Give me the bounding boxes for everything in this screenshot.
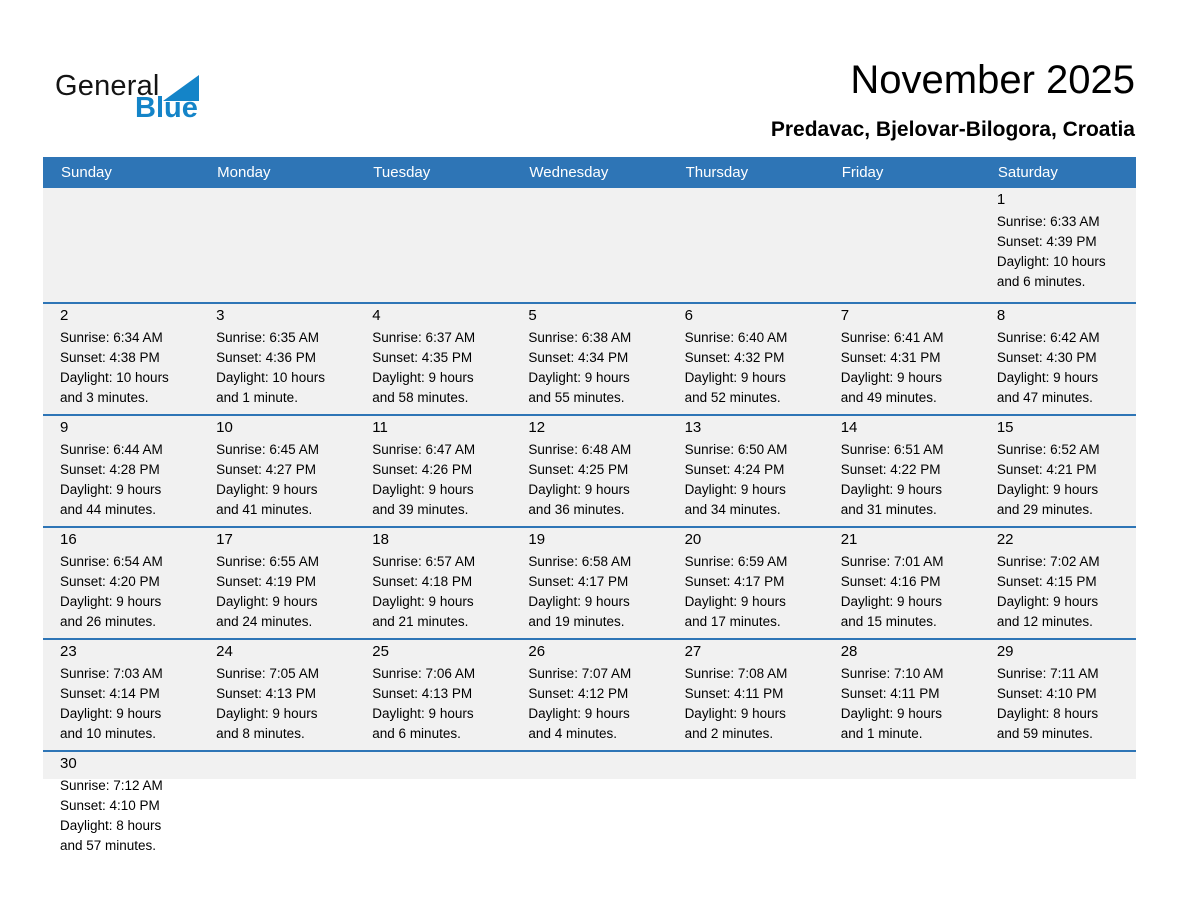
- page-header: [0, 0, 1188, 142]
- day-number: 25: [372, 643, 389, 660]
- daylight-text-line2: and 26 minutes.: [60, 614, 157, 629]
- sunset-text: Sunset: 4:19 PM: [216, 574, 316, 589]
- sunrise-text: Sunrise: 6:55 AM: [216, 554, 319, 569]
- sunset-text: Sunset: 4:14 PM: [60, 686, 160, 701]
- empty-day-cell: [980, 752, 1136, 872]
- day-number: 1: [996, 191, 1006, 208]
- day-number: 4: [372, 307, 381, 324]
- day-header-thursday: Thursday: [685, 164, 749, 181]
- day-number: 3: [216, 307, 225, 324]
- daylight-text-line2: and 12 minutes.: [996, 614, 1093, 629]
- sunrise-text: Sunrise: 6:59 AM: [684, 554, 788, 569]
- week-row-4: [43, 526, 1136, 638]
- day-cell-8: [980, 304, 1136, 414]
- day-number: 14: [840, 419, 858, 436]
- daylight-text-line1: Daylight: 9 hours: [840, 706, 943, 721]
- day-number: 15: [996, 419, 1014, 436]
- sunrise-text: Sunrise: 6:33 AM: [996, 214, 1100, 229]
- daylight-text-line2: and 31 minutes.: [840, 502, 937, 517]
- week-row-5: [43, 638, 1136, 750]
- daylight-text-line2: and 6 minutes.: [996, 274, 1086, 289]
- sunset-text: Sunset: 4:39 PM: [996, 234, 1097, 249]
- daylight-text-line1: Daylight: 9 hours: [528, 594, 630, 609]
- sunset-text: Sunset: 4:11 PM: [840, 686, 940, 701]
- sunrise-text: Sunrise: 7:06 AM: [372, 666, 476, 681]
- day-cell-23: [43, 640, 199, 750]
- daylight-text-line1: Daylight: 9 hours: [372, 482, 474, 497]
- day-number: 29: [996, 643, 1014, 660]
- day-of-week-header: [43, 157, 1136, 188]
- sunrise-text: Sunrise: 6:57 AM: [372, 554, 476, 569]
- day-number: 19: [528, 531, 546, 548]
- empty-day-cell: [355, 752, 511, 872]
- sunrise-text: Sunrise: 7:08 AM: [684, 666, 788, 681]
- empty-day-cell: [668, 752, 824, 872]
- daylight-text-line1: Daylight: 9 hours: [216, 594, 318, 609]
- daylight-text-line2: and 47 minutes.: [996, 390, 1093, 405]
- sunrise-text: Sunrise: 6:52 AM: [996, 442, 1100, 457]
- sunset-text: Sunset: 4:15 PM: [996, 574, 1097, 589]
- day-number: 30: [60, 755, 77, 772]
- day-cell-20: [668, 528, 824, 638]
- sunset-text: Sunset: 4:10 PM: [60, 798, 160, 813]
- day-cell-6: [668, 304, 824, 414]
- sunset-text: Sunset: 4:13 PM: [372, 686, 473, 701]
- sunrise-text: Sunrise: 6:38 AM: [528, 330, 632, 345]
- sunrise-text: Sunrise: 7:03 AM: [60, 666, 163, 681]
- empty-day-cell: [824, 188, 980, 302]
- daylight-text-line1: Daylight: 9 hours: [372, 706, 474, 721]
- empty-day-cell: [668, 188, 824, 302]
- sunset-text: Sunset: 4:31 PM: [840, 350, 941, 365]
- daylight-text-line2: and 41 minutes.: [216, 502, 313, 517]
- daylight-text-line1: Daylight: 9 hours: [684, 370, 786, 385]
- sunset-text: Sunset: 4:27 PM: [216, 462, 316, 477]
- day-cell-16: [43, 528, 199, 638]
- title-block: [771, 58, 1135, 142]
- daylight-text-line1: Daylight: 10 hours: [216, 370, 325, 385]
- daylight-text-line2: and 6 minutes.: [372, 726, 461, 741]
- day-number: 9: [60, 419, 69, 436]
- daylight-text-line2: and 3 minutes.: [60, 390, 149, 405]
- day-cell-25: [355, 640, 511, 750]
- sunset-text: Sunset: 4:18 PM: [372, 574, 473, 589]
- day-cell-12: [511, 416, 667, 526]
- calendar: [43, 157, 1136, 872]
- daylight-text-line2: and 24 minutes.: [216, 614, 313, 629]
- sunset-text: Sunset: 4:21 PM: [996, 462, 1097, 477]
- sunrise-text: Sunrise: 6:58 AM: [528, 554, 632, 569]
- daylight-text-line2: and 2 minutes.: [684, 726, 774, 741]
- sunset-text: Sunset: 4:12 PM: [528, 686, 629, 701]
- sunset-text: Sunset: 4:13 PM: [216, 686, 316, 701]
- daylight-text-line2: and 21 minutes.: [372, 614, 469, 629]
- page-subtitle: Predavac, Bjelovar-Bilogora, Croatia: [770, 118, 1135, 141]
- daylight-text-line1: Daylight: 9 hours: [60, 706, 162, 721]
- sunrise-text: Sunrise: 6:54 AM: [60, 554, 163, 569]
- empty-day-cell: [199, 188, 355, 302]
- daylight-text-line2: and 34 minutes.: [684, 502, 781, 517]
- day-header-wednesday: Wednesday: [529, 164, 609, 181]
- sunset-text: Sunset: 4:20 PM: [60, 574, 160, 589]
- daylight-text-line1: Daylight: 9 hours: [528, 370, 630, 385]
- daylight-text-line1: Daylight: 9 hours: [216, 482, 318, 497]
- day-cell-9: [43, 416, 199, 526]
- general-blue-logo: [55, 72, 199, 123]
- day-cell-3: [199, 304, 355, 414]
- sunrise-text: Sunrise: 7:11 AM: [996, 666, 1099, 681]
- daylight-text-line1: Daylight: 9 hours: [216, 706, 318, 721]
- daylight-text-line1: Daylight: 9 hours: [996, 594, 1099, 609]
- sunrise-text: Sunrise: 6:34 AM: [60, 330, 163, 345]
- day-number: 16: [60, 531, 77, 548]
- day-number: 5: [528, 307, 537, 324]
- daylight-text-line1: Daylight: 9 hours: [840, 594, 943, 609]
- day-cell-30: [43, 752, 199, 872]
- day-cell-29: [980, 640, 1136, 750]
- sunrise-text: Sunrise: 7:10 AM: [840, 666, 944, 681]
- daylight-text-line2: and 58 minutes.: [372, 390, 469, 405]
- day-cell-4: [355, 304, 511, 414]
- day-header-tuesday: Tuesday: [373, 164, 431, 181]
- sunset-text: Sunset: 4:28 PM: [60, 462, 160, 477]
- sunrise-text: Sunrise: 6:45 AM: [216, 442, 319, 457]
- daylight-text-line1: Daylight: 9 hours: [840, 482, 943, 497]
- daylight-text-line2: and 44 minutes.: [60, 502, 157, 517]
- day-cell-1: [980, 188, 1136, 302]
- sunrise-text: Sunrise: 6:48 AM: [528, 442, 632, 457]
- daylight-text-line1: Daylight: 9 hours: [996, 370, 1099, 385]
- daylight-text-line1: Daylight: 9 hours: [528, 706, 630, 721]
- day-cell-17: [199, 528, 355, 638]
- empty-day-cell: [199, 752, 355, 872]
- sunrise-text: Sunrise: 6:40 AM: [684, 330, 788, 345]
- day-cell-26: [511, 640, 667, 750]
- sunrise-text: Sunrise: 6:47 AM: [372, 442, 476, 457]
- sunset-text: Sunset: 4:36 PM: [216, 350, 316, 365]
- day-number: 20: [684, 531, 702, 548]
- daylight-text-line2: and 19 minutes.: [528, 614, 625, 629]
- daylight-text-line1: Daylight: 9 hours: [372, 594, 474, 609]
- day-cell-19: [511, 528, 667, 638]
- day-cell-2: [43, 304, 199, 414]
- day-number: 28: [840, 643, 858, 660]
- daylight-text-line1: Daylight: 9 hours: [60, 482, 162, 497]
- day-cell-13: [668, 416, 824, 526]
- sunset-text: Sunset: 4:24 PM: [684, 462, 785, 477]
- daylight-text-line1: Daylight: 9 hours: [372, 370, 474, 385]
- daylight-text-line2: and 29 minutes.: [996, 502, 1093, 517]
- sunrise-text: Sunrise: 6:42 AM: [996, 330, 1100, 345]
- daylight-text-line1: Daylight: 9 hours: [528, 482, 630, 497]
- day-number: 11: [372, 419, 388, 436]
- daylight-text-line2: and 17 minutes.: [684, 614, 781, 629]
- daylight-text-line2: and 49 minutes.: [840, 390, 937, 405]
- sunrise-text: Sunrise: 7:12 AM: [60, 778, 163, 793]
- day-cell-28: [824, 640, 980, 750]
- daylight-text-line1: Daylight: 9 hours: [684, 706, 786, 721]
- sunrise-text: Sunrise: 6:41 AM: [840, 330, 944, 345]
- day-header-sunday: Sunday: [61, 164, 112, 181]
- sunset-text: Sunset: 4:38 PM: [60, 350, 160, 365]
- day-number: 18: [372, 531, 389, 548]
- daylight-text-line2: and 4 minutes.: [528, 726, 617, 741]
- sunset-text: Sunset: 4:10 PM: [996, 686, 1097, 701]
- sunset-text: Sunset: 4:16 PM: [840, 574, 941, 589]
- day-number: 8: [996, 307, 1006, 324]
- daylight-text-line1: Daylight: 10 hours: [996, 254, 1106, 269]
- day-cell-24: [199, 640, 355, 750]
- daylight-text-line2: and 57 minutes.: [60, 838, 157, 853]
- daylight-text-line2: and 55 minutes.: [528, 390, 625, 405]
- daylight-text-line1: Daylight: 10 hours: [60, 370, 169, 385]
- logo-text-general: General: [55, 70, 160, 102]
- day-cell-10: [199, 416, 355, 526]
- sunrise-text: Sunrise: 7:02 AM: [996, 554, 1100, 569]
- page-title: November 2025: [850, 58, 1135, 102]
- sunrise-text: Sunrise: 6:35 AM: [216, 330, 319, 345]
- day-number: 21: [840, 531, 858, 548]
- daylight-text-line1: Daylight: 9 hours: [840, 370, 943, 385]
- daylight-text-line2: and 8 minutes.: [216, 726, 305, 741]
- day-cell-11: [355, 416, 511, 526]
- sunrise-text: Sunrise: 6:51 AM: [840, 442, 944, 457]
- sunset-text: Sunset: 4:34 PM: [528, 350, 629, 365]
- empty-day-cell: [511, 188, 667, 302]
- daylight-text-line2: and 52 minutes.: [684, 390, 781, 405]
- day-cell-5: [511, 304, 667, 414]
- week-row-6: [43, 750, 1136, 872]
- day-cell-18: [355, 528, 511, 638]
- sunset-text: Sunset: 4:25 PM: [528, 462, 629, 477]
- daylight-text-line1: Daylight: 9 hours: [684, 594, 786, 609]
- calendar-weeks: [43, 188, 1136, 872]
- day-cell-14: [824, 416, 980, 526]
- sunset-text: Sunset: 4:11 PM: [684, 686, 784, 701]
- day-cell-27: [668, 640, 824, 750]
- daylight-text-line2: and 36 minutes.: [528, 502, 625, 517]
- daylight-text-line1: Daylight: 9 hours: [996, 482, 1099, 497]
- empty-day-cell: [43, 188, 199, 302]
- daylight-text-line1: Daylight: 9 hours: [684, 482, 786, 497]
- sunset-text: Sunset: 4:17 PM: [528, 574, 629, 589]
- daylight-text-line2: and 10 minutes.: [60, 726, 157, 741]
- day-number: 10: [216, 419, 233, 436]
- day-number: 23: [60, 643, 77, 660]
- day-number: 17: [216, 531, 233, 548]
- day-number: 12: [528, 419, 546, 436]
- sunrise-text: Sunrise: 7:05 AM: [216, 666, 319, 681]
- sunrise-text: Sunrise: 7:07 AM: [528, 666, 632, 681]
- day-number: 2: [60, 307, 69, 324]
- sunrise-text: Sunrise: 6:50 AM: [684, 442, 788, 457]
- daylight-text-line2: and 1 minute.: [216, 390, 298, 405]
- sunset-text: Sunset: 4:32 PM: [684, 350, 785, 365]
- week-row-2: [43, 302, 1136, 414]
- sunset-text: Sunset: 4:30 PM: [996, 350, 1097, 365]
- daylight-text-line2: and 15 minutes.: [840, 614, 937, 629]
- day-number: 7: [840, 307, 850, 324]
- sunset-text: Sunset: 4:35 PM: [372, 350, 473, 365]
- day-number: 13: [684, 419, 702, 436]
- day-header-friday: Friday: [841, 164, 884, 181]
- empty-day-cell: [824, 752, 980, 872]
- day-cell-22: [980, 528, 1136, 638]
- day-number: 22: [996, 531, 1014, 548]
- sunrise-text: Sunrise: 7:01 AM: [840, 554, 944, 569]
- day-header-saturday: Saturday: [997, 164, 1058, 181]
- day-number: 6: [684, 307, 693, 324]
- week-row-3: [43, 414, 1136, 526]
- day-number: 24: [216, 643, 233, 660]
- daylight-text-line1: Daylight: 8 hours: [60, 818, 162, 833]
- sunrise-text: Sunrise: 6:37 AM: [372, 330, 476, 345]
- daylight-text-line1: Daylight: 8 hours: [996, 706, 1099, 721]
- sunset-text: Sunset: 4:17 PM: [684, 574, 785, 589]
- day-header-monday: Monday: [217, 164, 271, 181]
- empty-day-cell: [355, 188, 511, 302]
- empty-day-cell: [511, 752, 667, 872]
- sunset-text: Sunset: 4:22 PM: [840, 462, 941, 477]
- logo-text-blue: Blue: [135, 92, 198, 124]
- daylight-text-line2: and 59 minutes.: [996, 726, 1093, 741]
- sunrise-text: Sunrise: 6:44 AM: [60, 442, 163, 457]
- day-cell-7: [824, 304, 980, 414]
- daylight-text-line2: and 39 minutes.: [372, 502, 469, 517]
- day-cell-15: [980, 416, 1136, 526]
- daylight-text-line1: Daylight: 9 hours: [60, 594, 162, 609]
- daylight-text-line2: and 1 minute.: [840, 726, 923, 741]
- week-row-1: [43, 188, 1136, 302]
- day-number: 27: [684, 643, 702, 660]
- sunset-text: Sunset: 4:26 PM: [372, 462, 473, 477]
- day-number: 26: [528, 643, 546, 660]
- day-cell-21: [824, 528, 980, 638]
